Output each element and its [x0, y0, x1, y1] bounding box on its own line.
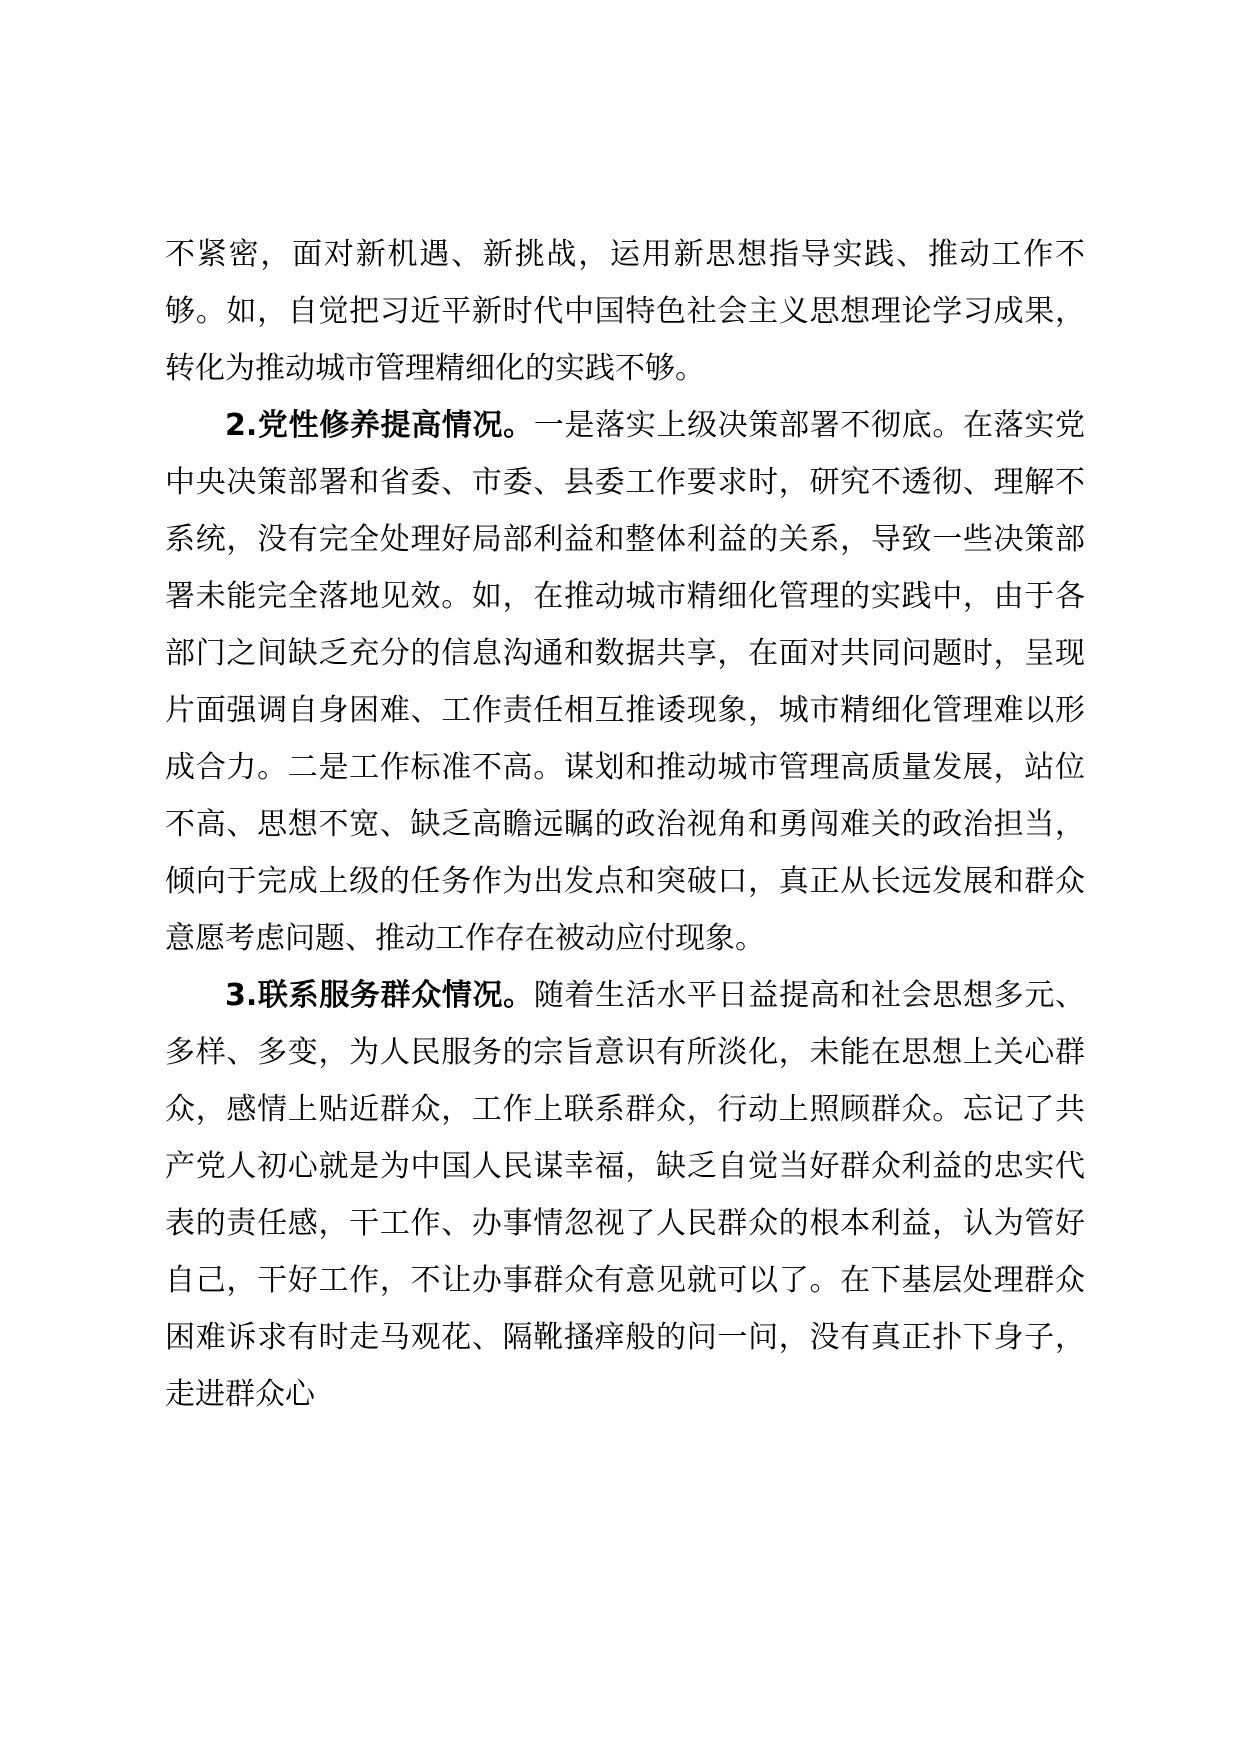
- paragraph-text: 一是落实上级决策部署不彻底。在落实党中央决策部署和省委、市委、县委工作要求时，研究不透彻、理解不系统，没有完全处理好局部利益和整体利益的关系，导致一些决策部署未能完全落地见效。如，在推动城市精细化管理的实践中，由于各部门之间缺乏充分的信息沟通和数据共享，在面对共同问题时，呈现片面强调自身困难、工作责任相互推诿现象，城市精细化管理难以形成合力。二是工作标准不高。谋划和推动城市管理高质量发展，站位不高、思想不宽、缺乏高瞻远瞩的政治视角和勇闯难关的政治担当，倾向于完成上级的任务作为出发点和突破口，真正从长远发展和群众意愿考虑问题、推动工作存在被动应付现象。: [165, 408, 1085, 956]
- document-page: [165, 226, 1085, 1526]
- paragraph-serving-masses: [165, 967, 1085, 1423]
- section-heading: 2.党性修养提高情况。: [225, 408, 534, 443]
- paragraph-continuation: [165, 226, 1085, 397]
- section-heading: 3.联系服务群众情况。: [225, 978, 534, 1013]
- paragraph-text: 随着生活水平日益提高和社会思想多元、多样、多变，为人民服务的宗旨意识有所淡化，未能在思想上关心群众，感情上贴近群众，工作上联系群众，行动上照顾群众。忘记了共产党人初心就是为中国人民谋幸福，缺乏自觉当好群众利益的忠实代表的责任感，干工作、办事情忽视了人民群众的根本利益，认为管好自己，干好工作，不让办事群众有意见就可以了。在下基层处理群众困难诉求有时走马观花、隔靴搔痒般的问一问，没有真正扑下身子，走进群众心: [165, 978, 1085, 1412]
- paragraph-text: 不紧密，面对新机遇、新挑战，运用新思想指导实践、推动工作不够。如，自觉把习近平新时代中国特色社会主义思想理论学习成果，转化为推动城市管理精细化的实践不够。: [165, 237, 1085, 386]
- paragraph-party-spirit: [165, 397, 1085, 967]
